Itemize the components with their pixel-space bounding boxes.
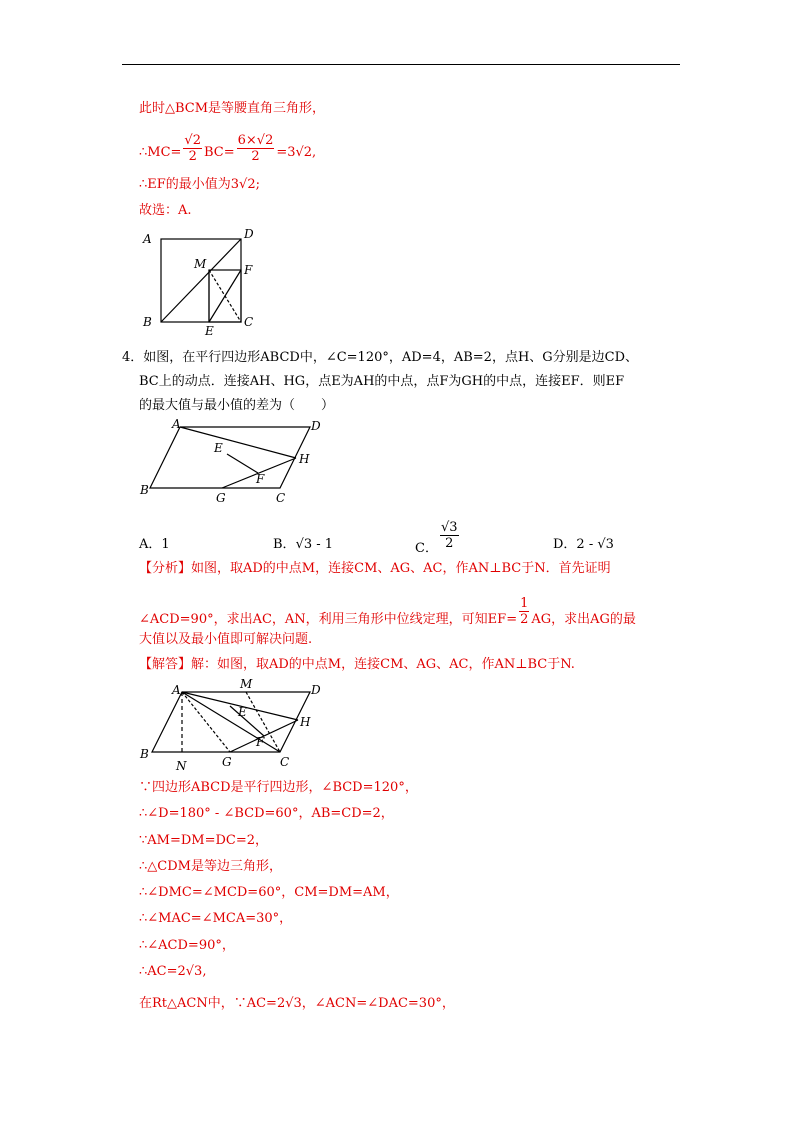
fraction-numerator: 6×√2 — [237, 133, 274, 148]
option-c — [415, 520, 461, 557]
label-g: G — [216, 491, 226, 505]
step-line: ∵AM=DM=DC=2， — [139, 833, 269, 848]
fraction-denominator: 2 — [520, 612, 529, 627]
question-line: 4．如图，在平行四边形ABCD中，∠C=120°，AD=4，AB=2，点H、G分别是边CD、 — [122, 350, 639, 365]
step-line: ∵四边形ABCD是平行四边形，∠BCD=120°， — [139, 780, 418, 795]
question-line: BC上的动点．连接AH、HG，点E为AH的中点，点F为GH的中点，连接EF．则EF — [139, 374, 625, 389]
label-c: C — [244, 315, 254, 329]
label-c: C — [280, 755, 290, 769]
label-b: B — [140, 747, 149, 761]
label-c: C — [276, 491, 286, 505]
label-e: E — [238, 705, 247, 719]
formula-mid: BC= — [203, 145, 235, 160]
label-a: A — [172, 417, 181, 431]
step-line: ∴∠ACD=90°， — [139, 938, 235, 953]
text-line: 此时△BCM是等腰直角三角形， — [139, 101, 326, 116]
fraction — [237, 133, 275, 164]
label-g: G — [222, 755, 232, 769]
segment-ef — [227, 454, 258, 473]
label-d: D — [311, 419, 321, 433]
step-line: ∴∠MAC=∠MCA=30°， — [139, 911, 293, 926]
analysis-end: AG，求出AG的最 — [531, 612, 636, 627]
option-c-lead: C． — [415, 541, 438, 556]
option-b-lead: B． — [273, 537, 296, 552]
solution-line: 【解答】解：如图，取AD的中点M，连接CM、AG、AC，作AN⊥BC于N. — [139, 657, 575, 672]
fraction — [519, 596, 529, 627]
option-b-value: √3 - 1 — [295, 537, 334, 552]
formula-end: =3√2, — [276, 145, 317, 160]
fraction-denominator: 2 — [445, 536, 454, 551]
label-f: F — [244, 263, 253, 277]
label-d: D — [311, 683, 321, 697]
label-a: A — [172, 683, 181, 697]
segment-ah — [180, 427, 296, 458]
fraction-denominator: 2 — [188, 149, 197, 164]
figure-parallelogram — [138, 418, 338, 508]
parallelogram-abcd — [150, 427, 310, 488]
segment-ag-dashed — [182, 692, 230, 752]
analysis-line: 【分析】如图，取AD的中点M，连接CM、AG、AC，作AN⊥BC于N．首先证明 — [139, 561, 611, 576]
text-line: ∴EF的最小值为3√2; — [139, 177, 260, 192]
question-line: 的最大值与最小值的差为（ ） — [139, 398, 335, 413]
step-line: ∴△CDM是等边三角形， — [139, 859, 282, 874]
step-line: ∴AC=2√3, — [139, 964, 207, 979]
fraction-denominator: 2 — [251, 149, 260, 164]
diagonal-bd — [161, 239, 241, 322]
label-d: D — [244, 227, 254, 241]
label-b: B — [143, 315, 152, 329]
fraction-numerator: 1 — [520, 596, 529, 611]
analysis-lead: ∠ACD=90°，求出AC，AN，利用三角形中位线定理，可知EF= — [139, 612, 518, 627]
option-a: A．1 — [139, 537, 170, 552]
option-d: D．2 - √3 — [553, 537, 614, 552]
label-f: F — [256, 472, 265, 486]
figure-solution — [138, 678, 338, 776]
fraction-numerator: √3 — [440, 520, 458, 535]
step-line: ∴∠D=180° - ∠BCD=60°，AB=CD=2， — [139, 806, 394, 821]
label-m: M — [194, 257, 207, 271]
segment-ac — [182, 692, 280, 752]
label-f: F — [256, 735, 265, 749]
formula-line — [139, 133, 317, 168]
formula-lead: ∴MC= — [139, 145, 182, 160]
label-h: H — [300, 715, 311, 729]
option-b — [273, 533, 333, 552]
analysis-line: 大值以及最小值即可解决问题. — [139, 632, 313, 647]
label-e: E — [214, 441, 223, 455]
fraction — [440, 520, 459, 551]
fraction-numerator: √2 — [184, 133, 201, 148]
label-m: M — [240, 677, 253, 691]
label-n: N — [176, 759, 187, 773]
step-line: ∴∠DMC=∠MCD=60°，CM=DM=AM， — [139, 885, 399, 900]
figure-square — [140, 228, 270, 338]
label-h: H — [299, 452, 310, 466]
header-rule — [122, 64, 680, 65]
text-line: 故选：A. — [139, 203, 192, 218]
fraction — [183, 133, 202, 164]
label-b: B — [140, 483, 149, 497]
step-line: 在Rt△ACN中，∵AC=2√3，∠ACN=∠DAC=30°， — [139, 996, 455, 1011]
label-a: A — [143, 232, 152, 246]
label-e: E — [205, 324, 214, 338]
